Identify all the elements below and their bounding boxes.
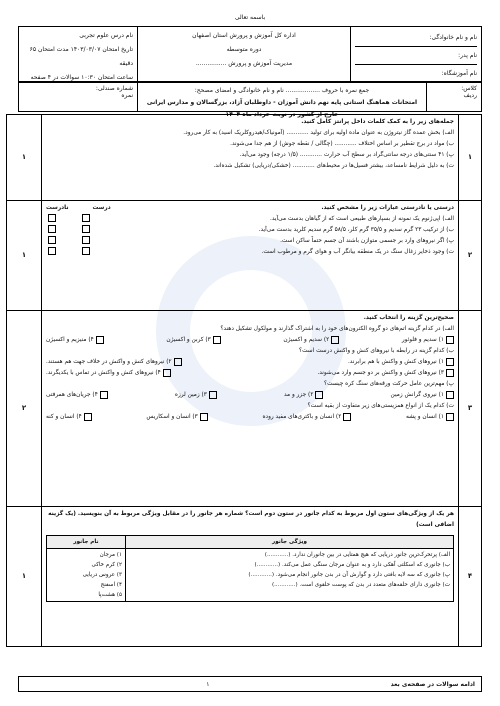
option-checkbox[interactable] xyxy=(446,336,454,344)
trait-item[interactable]: پ) جانوری که سه لایه بافتی دارد و گوارش آن در بدن جانور انجام می‌شود. (............) xyxy=(248,572,450,578)
true-checkbox[interactable] xyxy=(82,236,90,244)
question-body xyxy=(42,311,459,507)
question-body xyxy=(42,507,459,647)
animal-item: ۲) کرم خاکی xyxy=(91,562,122,568)
question-row-3 xyxy=(7,311,482,507)
option-checkbox[interactable] xyxy=(209,391,217,399)
mcq-stem: ب) کدام گزینه در رابطه با نیروهای کنش و واکنش درست است؟ xyxy=(299,348,454,354)
exam-time-label: ساعت امتحان ۱۰:۳۰ سوالات در ۴ صفحه xyxy=(30,74,133,81)
mcq-option[interactable]: ۴) جریان‌های همرفتی xyxy=(46,390,108,401)
question-title: صحیح‌ترین گزینه را انتخاب کنید. xyxy=(363,315,454,321)
exam-page xyxy=(6,6,494,694)
mcq-option[interactable]: ۱) نیروی گرانش زمین xyxy=(391,390,454,401)
row-label xyxy=(426,83,481,111)
trait-cell xyxy=(126,549,454,602)
false-header: نادرست xyxy=(46,205,69,211)
score-header: نمره xyxy=(121,92,133,99)
question-number: ۲ xyxy=(459,201,482,311)
trait-item[interactable]: الف) پرتحرک‌ترین جانور دریایی که هیچ همتایی در بین جانوران ندارد. (............) xyxy=(264,552,450,558)
question-line: پ) ۴۱ سنتی‌های درجه سانتی‌گراد بر سطح آب حرارت ............ (۱/۵ درجه) وجود می‌آید. xyxy=(239,152,454,158)
trait-item[interactable]: ب) جانوری که اسکلتی آهکی دارد و به عنوان مرجان سنگی عمل می‌کند. (............) xyxy=(254,562,450,568)
option-checkbox[interactable] xyxy=(213,336,221,344)
continue-note: ادامه سوالات در صفحه‌ی بعد xyxy=(390,681,475,688)
option-checkbox[interactable] xyxy=(174,358,182,366)
question-body xyxy=(42,201,459,311)
question-line: الف) بخش عمده گاز نیتروژن به عنوان ماده اولیه برای تولید ............ (آمونیاک/هیدروکلریک اسید) به کار می‌رود. xyxy=(183,130,454,136)
option-checkbox[interactable] xyxy=(446,413,454,421)
mcq-option[interactable]: ۲) نیروهای کنش و واکنش در خلاف جهت هم هستند. xyxy=(46,357,182,368)
mcq-option[interactable]: ۴) منیزیم و اکسیژن xyxy=(46,335,104,346)
question-number: ۳ xyxy=(459,311,482,507)
option-checkbox[interactable] xyxy=(163,369,171,377)
mcq-option[interactable]: ۲) سدیم و اکسیژن xyxy=(283,335,339,346)
question-number: ۱ xyxy=(459,115,482,201)
question-row-4 xyxy=(7,507,482,647)
management-title: مدیریت آموزش و پرورش ................ xyxy=(195,60,293,67)
subject-label: نام درس علوم تجربی xyxy=(79,32,133,39)
option-checkbox[interactable] xyxy=(446,391,454,399)
option-checkbox[interactable] xyxy=(200,413,208,421)
question-row-2 xyxy=(7,201,482,311)
mcq-option[interactable]: ۲) انسان و باکتری‌های مفید روده xyxy=(262,412,351,423)
animal-item: ۳) عروس دریایی xyxy=(82,572,122,578)
check-line: جمع نمره با حروف .................. نام و نام خانوادگی و امضای مصحح: xyxy=(194,87,370,94)
seat-block xyxy=(19,83,137,111)
question-row-1 xyxy=(7,115,482,201)
student-info xyxy=(350,27,481,81)
mcq-option[interactable]: ۱) انسان و پشه xyxy=(406,412,454,423)
exam-titlebar xyxy=(18,82,482,118)
option-checkbox[interactable] xyxy=(100,391,108,399)
trait-item[interactable]: ت) جانوری دارای حلقه‌های متعدد در بدن که پوست حلقوی است. (............) xyxy=(271,582,450,588)
row-header: ردیف xyxy=(463,92,477,99)
question-score: ۱ xyxy=(7,201,42,311)
mcq-option[interactable]: ۱) نیروهای کنش و واکنش با هم برابرند. xyxy=(348,357,454,368)
question-score: ۱ xyxy=(7,115,42,201)
tf-statement: ب) از ترکیب ۲۳ گرم سدیم و ۳۵/۵ گرم کلر، ۵۸/۵ گرم سدیم کلرید بدست می‌آید. xyxy=(258,227,454,233)
matching-table xyxy=(46,535,454,602)
seat-label: شماره صندلی: xyxy=(95,85,133,92)
option-checkbox[interactable] xyxy=(343,413,351,421)
option-checkbox[interactable] xyxy=(331,336,339,344)
mcq-option[interactable]: ۳) زمین لرزه xyxy=(175,390,217,401)
traits-header: ویژگی جانور xyxy=(126,536,454,549)
true-header: درست xyxy=(92,205,111,211)
exam-date-label: تاریخ امتحان ۱۴۰۳/۰۳/۰۷ مدت امتحان ۶۵ دقیقه xyxy=(29,46,133,67)
mcq-option[interactable]: ۳) کربن و اکسیژن xyxy=(166,335,220,346)
animals-header: نام جانور xyxy=(47,536,126,549)
question-title: هر یک از ویژگی‌های ستون اول مربوط به کدام جانور در ستون دوم است؟ شماره هر جانور را در مقابل ویژگی مربوط به آن بنویسید. (یک گزینه اضافی است) xyxy=(48,511,454,528)
tf-statement: پ) اگر نیروهای وارد بر جسمی متوازن باشند آن جسم حتماً ساکن است. xyxy=(280,238,454,244)
animal-item: ۱) مرجان xyxy=(99,552,122,558)
animal-item: ۴) اسفنج xyxy=(100,582,122,588)
true-checkbox[interactable] xyxy=(82,247,90,255)
mcq-option[interactable]: ۳) انسان و اسکاریس xyxy=(146,412,207,423)
question-score: ۱ xyxy=(7,507,42,647)
tf-statement: ت) وجود ذخایر زغال سنگ در یک منطقه بیانگر آب و هوای گرم و مرطوب است. xyxy=(261,249,454,255)
animal-cell xyxy=(47,549,126,602)
question-title: جمله‌های زیر را به کمک کلمات داخل پرانتز کامل کنید. xyxy=(301,119,454,125)
animal-item: ۵) هشت‌پا xyxy=(98,592,122,598)
page-footer xyxy=(18,676,482,692)
tf-statement: الف) اپی‌ژنوم یک نمونه از بسپارهای طبیعی است که از گیاهان بدست می‌آید. xyxy=(270,216,454,222)
option-checkbox[interactable] xyxy=(446,369,454,377)
option-checkbox[interactable] xyxy=(446,358,454,366)
exam-title: امتحانات هماهنگ استانی پایه نهم دانش آموزان - داوطلبان آزاد، بزرگسالان و مدارس ایرانی خارج از کشور در نوبت خرداد ماه ۱۴۰۴ xyxy=(146,99,418,118)
exam-header xyxy=(18,26,482,82)
organization-info xyxy=(137,27,350,81)
father-name-label: نام پدر: xyxy=(355,47,477,65)
class-label: کلاس: xyxy=(461,85,477,92)
exam-info xyxy=(19,27,137,81)
mcq-option[interactable]: ۴) انسان و کنه xyxy=(46,412,92,423)
false-checkbox[interactable] xyxy=(48,247,56,255)
page-number: ۱ xyxy=(206,681,210,688)
question-line: ب) مواد در برج تقطیر بر اساس اختلاف ............ (چگالی / نقطه جوش) از هم جدا می‌شوند. xyxy=(230,141,454,147)
question-score: ۲ xyxy=(7,311,42,507)
school-name-label: نام آموزشگاه: xyxy=(441,70,477,77)
true-checkbox[interactable] xyxy=(82,214,90,222)
mcq-option[interactable]: ۱) سدیم و فلوئور xyxy=(402,335,454,346)
level-title: دوره متوسطه xyxy=(226,46,262,53)
question-line: ت) به دلیل شرایط نامساعد، بیشتر فسیل‌ها در محیط‌های ............ (خشکی/دریایی) تشکیل شده‌اند. xyxy=(213,163,454,169)
false-checkbox[interactable] xyxy=(48,225,56,233)
questions-table xyxy=(6,114,482,647)
question-number: ۴ xyxy=(459,507,482,647)
mcq-stem: ت) کدام یک از انواع همزیستی‌های زیر متفاوت از بقیه است؟ xyxy=(307,403,454,409)
bism-text: باسمه تعالی xyxy=(234,14,266,21)
false-checkbox[interactable] xyxy=(48,236,56,244)
true-checkbox[interactable] xyxy=(82,225,90,233)
mcq-option[interactable]: ۲) جزر و مد xyxy=(284,390,323,401)
question-body xyxy=(42,115,459,201)
question-title: درستی یا نادرستی عبارات زیر را مشخص کنید. xyxy=(321,205,454,211)
option-checkbox[interactable] xyxy=(96,336,104,344)
option-checkbox[interactable] xyxy=(315,391,323,399)
mcq-stem: پ) مهم‌ترین عامل حرکت ورقه‌های سنگ کره چیست؟ xyxy=(324,381,454,387)
org-title: اداره کل آموزش و پرورش استان اصفهان xyxy=(192,32,296,39)
false-checkbox[interactable] xyxy=(48,214,56,222)
option-checkbox[interactable] xyxy=(84,413,92,421)
student-name-label: نام و نام خانوادگی: xyxy=(355,29,477,47)
mcq-option[interactable]: ۴) نیروهای کنش و واکنش در تماس با یکدیگرند. xyxy=(46,368,171,379)
mcq-stem: الف) در کدام گزینه اتم‌های دو گروه الکترون‌های خود را به اشتراک گذارند و مولکول تشکیل دهند؟ xyxy=(220,326,454,332)
exam-title-block xyxy=(137,83,426,118)
mcq-option[interactable]: ۳) نیروهای کنش و واکنش بر دو جسم وارد می‌شوند. xyxy=(317,368,454,379)
